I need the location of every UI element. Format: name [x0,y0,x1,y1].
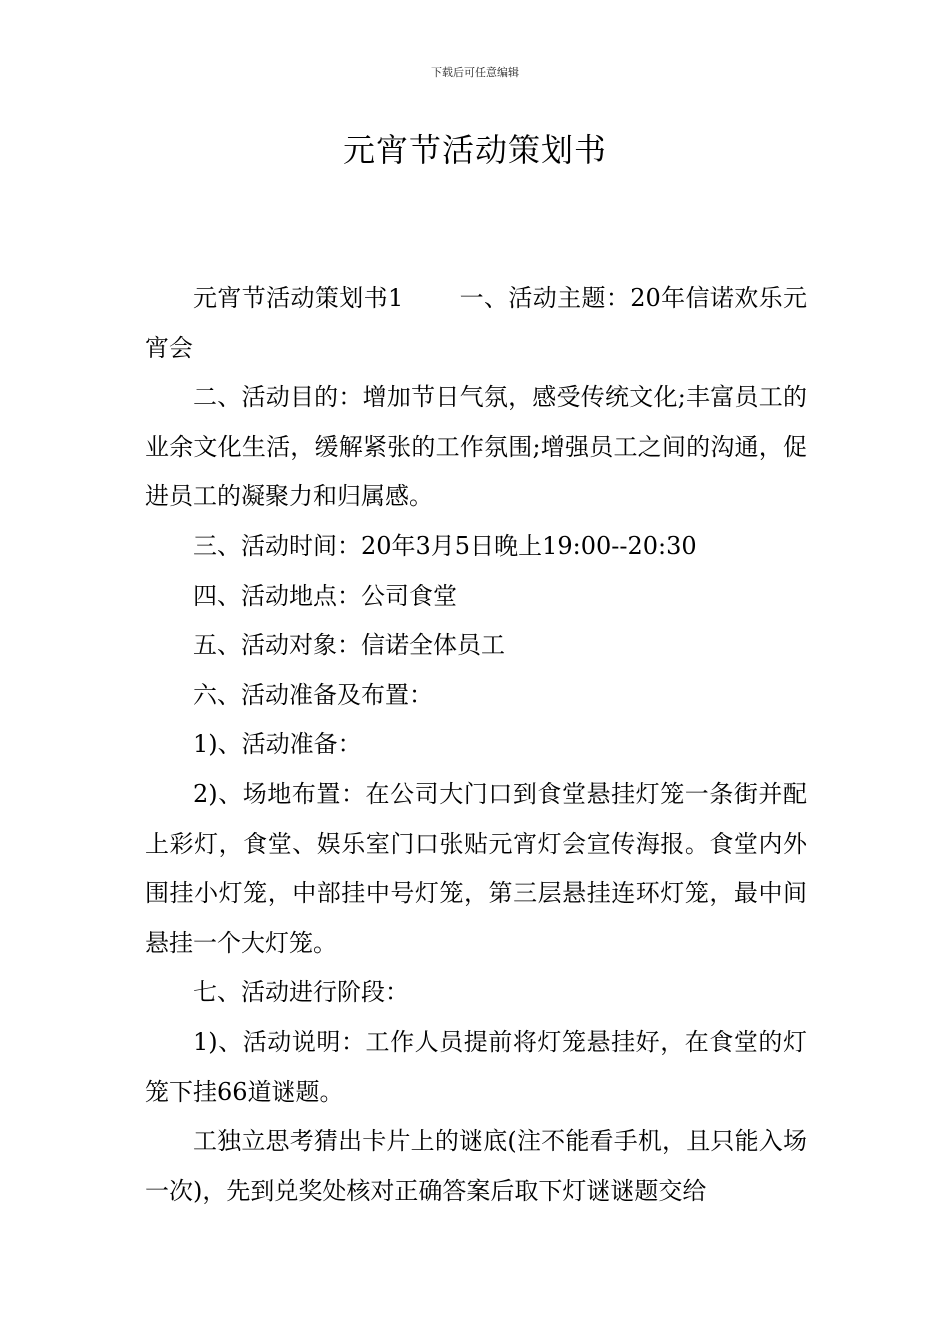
document-body [145,274,807,1216]
document-title: 元宵节活动策划书 [342,131,607,169]
paragraph-8: 2)、场地布置：在公司大门口到食堂悬挂灯笼一条街并配上彩灯，食堂、娱乐室门口张贴元宵灯会宣传海报。食堂内外围挂小灯笼，中部挂中号灯笼，第三层悬挂连环灯笼，最中间悬挂一个大灯笼。 [145,779,807,957]
paragraph-5: 五、活动对象：信诺全体员工 [193,631,505,660]
paragraph-2: 二、活动目的：增加节日气氛，感受传统文化;丰富员工的业余文化生活，缓解紧张的工作氛围;增强员工之间的沟通，促进员工的凝聚力和归属感。 [145,383,807,511]
paragraph-1-rest: 一、活动主题：20年信诺欢乐元宵会 [145,284,807,362]
paragraph-6: 六、活动准备及布置： [193,680,433,709]
paragraph-11: 工独立思考猜出卡片上的谜底(注不能看手机，且只能入场一次)，先到兑奖处核对正确答案后取下灯谜谜题交给 [145,1127,807,1205]
paragraph-3: 三、活动时间：20年3月5日晚上19:00--20:30 [193,531,697,560]
paragraph-10: 1)、活动说明：工作人员提前将灯笼悬挂好，在食堂的灯笼下挂66道谜题。 [145,1027,807,1106]
header-note: 下载后可任意编辑 [431,66,519,79]
paragraph-7: 1)、活动准备： [193,730,362,759]
paragraph-1 [145,274,807,373]
paragraph-1-lead: 元宵节活动策划书1 [193,284,404,312]
paragraph-4: 四、活动地点：公司食堂 [193,581,457,610]
paragraph-9: 七、活动进行阶段： [193,978,409,1007]
